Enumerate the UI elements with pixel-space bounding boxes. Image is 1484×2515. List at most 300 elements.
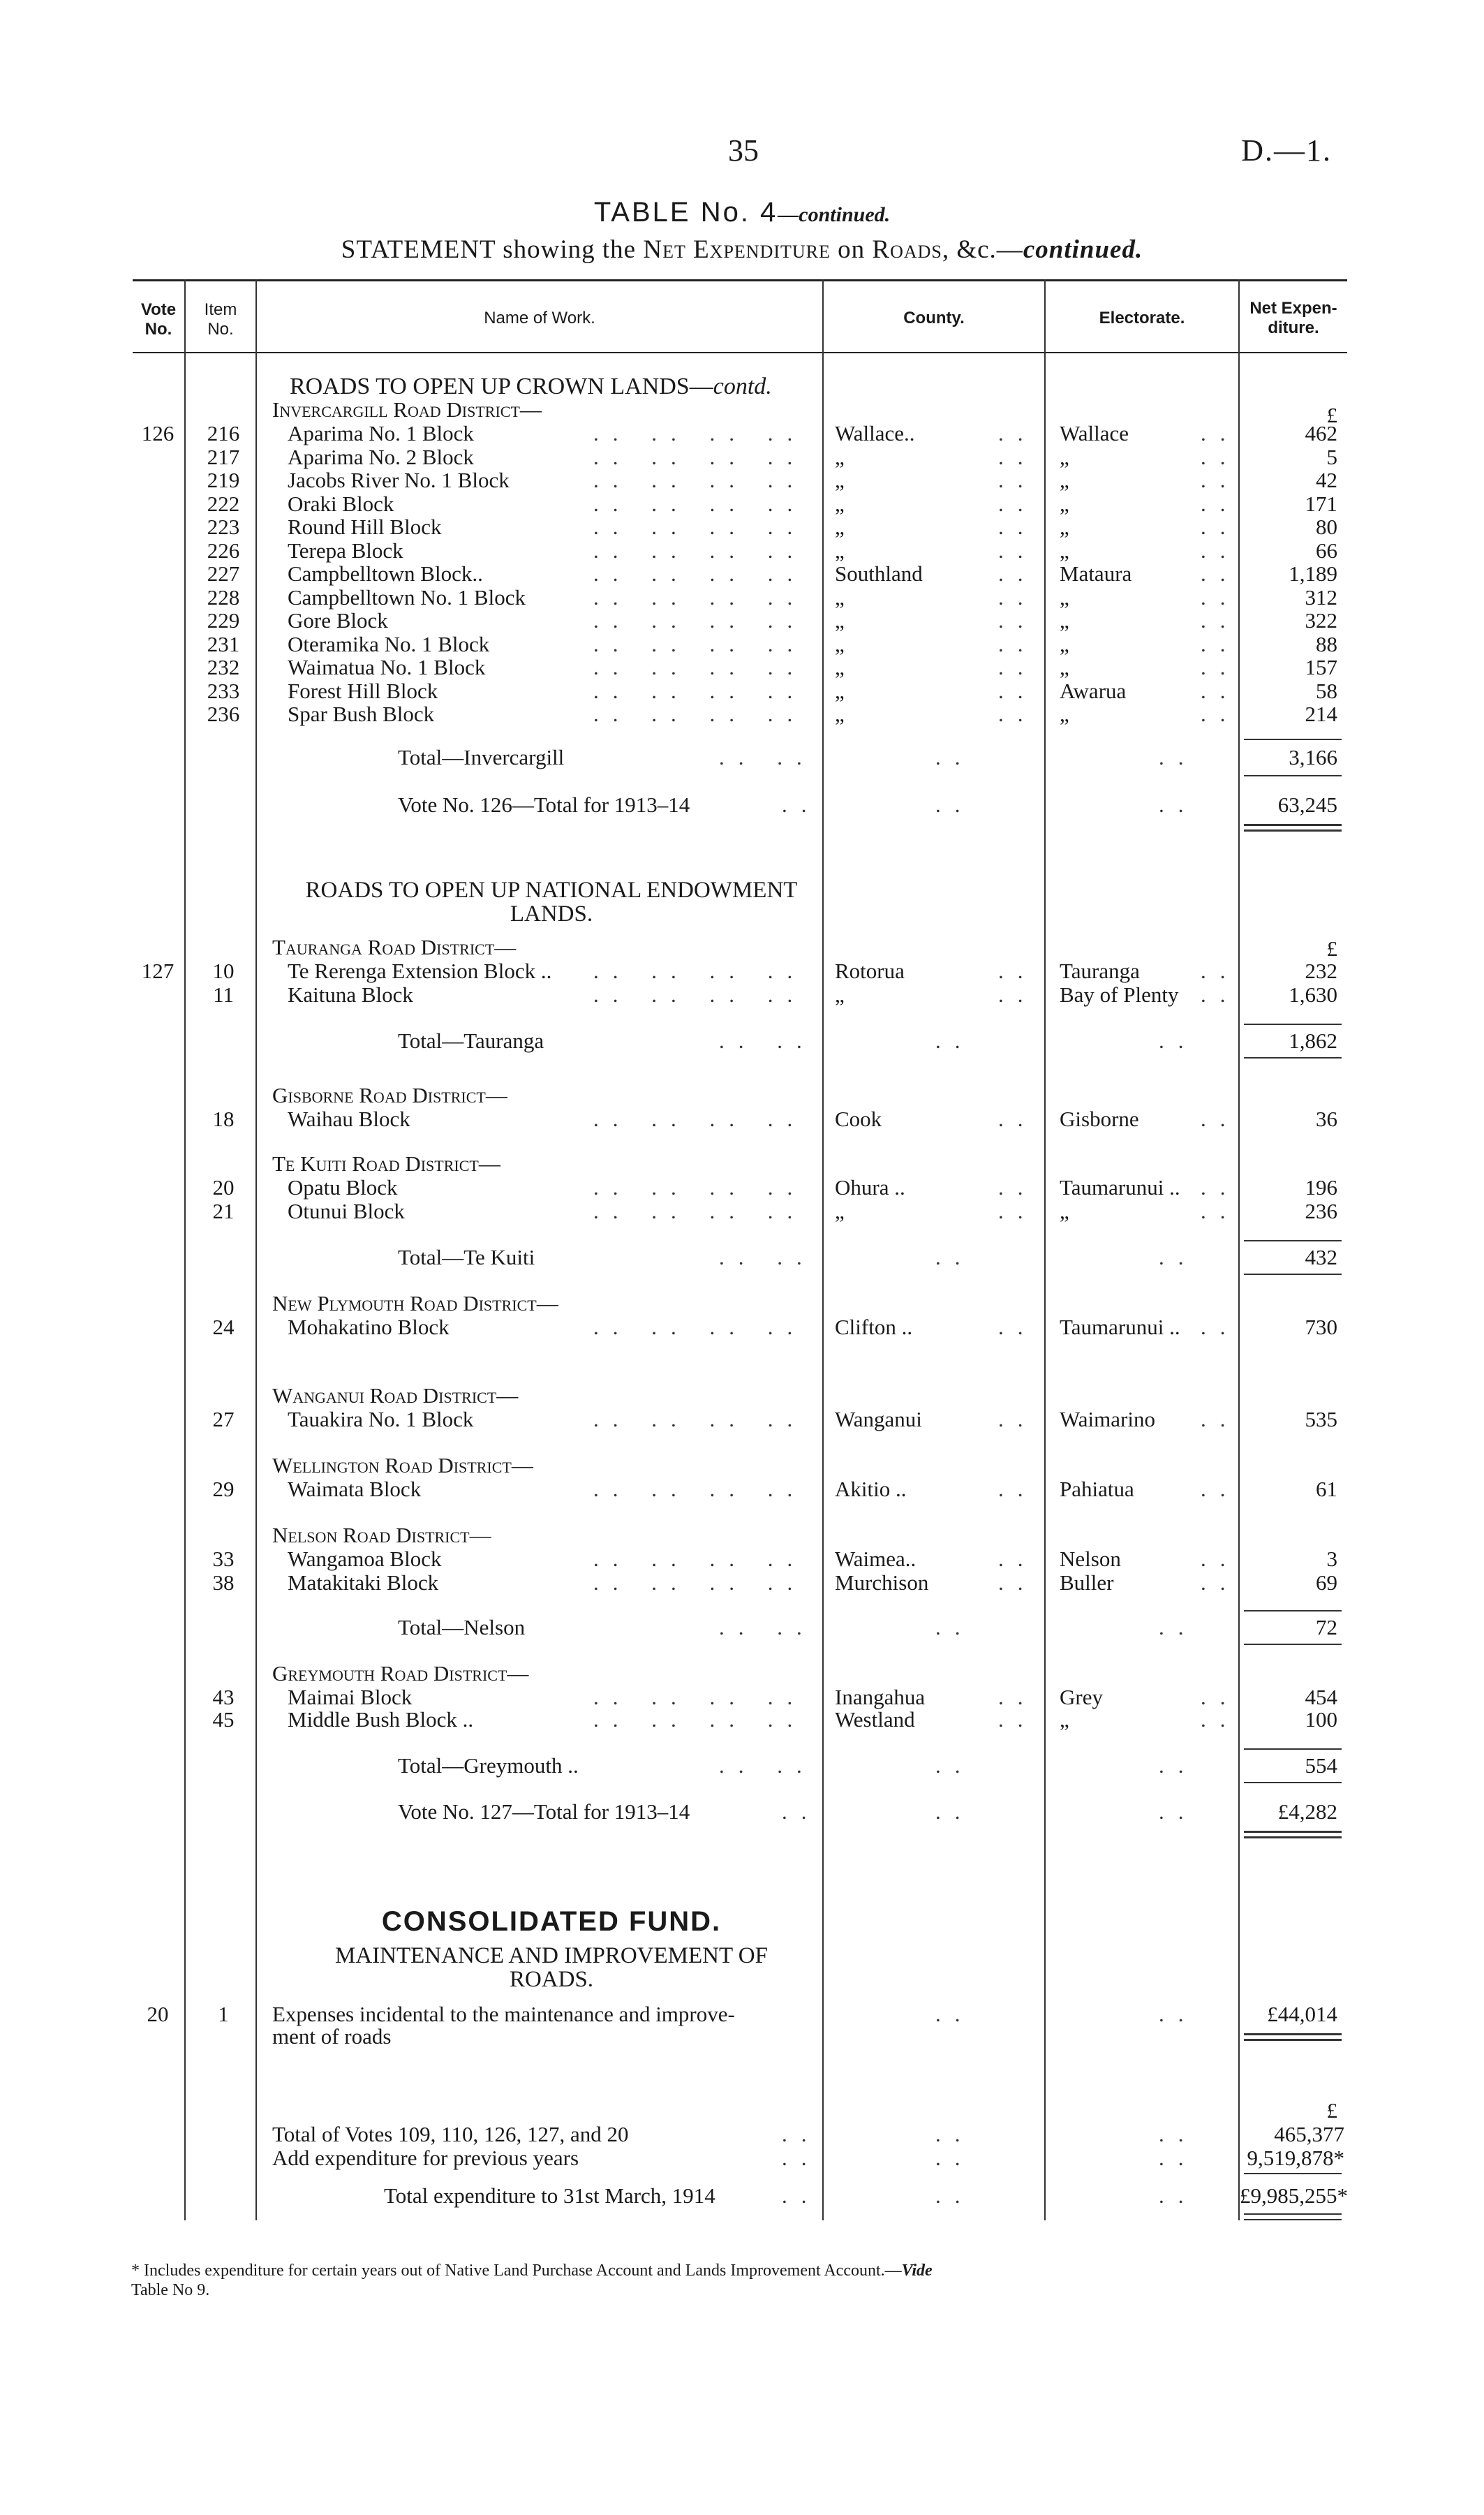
leader-dots: ..: [935, 2146, 974, 2170]
header-name-of-work: Name of Work.: [484, 309, 595, 327]
consolidated-fund-title: CONSOLIDATED FUND.: [381, 1906, 722, 1937]
district-label: Invercargill Road District—: [272, 397, 542, 422]
net-expenditure: 236: [1305, 1199, 1337, 1223]
net-expenditure: 157: [1305, 655, 1337, 679]
total-rule: [1244, 1610, 1342, 1611]
leader-dots: ..: [1201, 444, 1240, 469]
table-row: [133, 1200, 1347, 1223]
leader-dots: .. .. .. ..: [593, 608, 807, 633]
heading-text: LANDS.: [510, 901, 593, 927]
expenditure-table: [133, 279, 1347, 2220]
leader-dots: .. ..: [719, 1615, 816, 1639]
electorate-name: „: [1060, 1199, 1069, 1223]
leader-dots: ..: [782, 2122, 821, 2146]
footnote: [131, 2261, 1353, 2300]
work-name: ment of roads: [272, 2024, 392, 2049]
leader-dots: ..: [1159, 2183, 1198, 2208]
item-number: 222: [207, 491, 240, 516]
total-label: Total—Tauranga: [398, 1028, 544, 1053]
county-name: Cook: [835, 1107, 882, 1131]
net-expenditure: 88: [1316, 631, 1337, 656]
electorate-name: „: [1060, 491, 1069, 516]
subtitle-part: continued.: [1023, 235, 1143, 264]
county-name: „: [835, 1199, 845, 1223]
county-name: „: [835, 678, 845, 703]
district-label: Tauranga Road District—: [272, 935, 517, 959]
leader-dots: .. .. .. ..: [593, 561, 807, 586]
footnote-vide: Vide: [901, 2262, 933, 2280]
leader-dots: ..: [935, 2122, 974, 2146]
table-row: [133, 469, 1347, 492]
leader-dots: .. .. .. ..: [593, 1107, 807, 1131]
header-text: Item: [204, 300, 237, 319]
item-number: 20: [212, 1175, 235, 1200]
item-number: 227: [207, 561, 240, 586]
electorate-name: Bay of Plenty: [1060, 982, 1179, 1007]
work-name: Gore Block: [288, 608, 388, 633]
table-title-continued: —continued.: [778, 203, 891, 226]
leader-dots: ..: [998, 538, 1037, 563]
leader-dots: ..: [998, 608, 1037, 633]
table-row: [133, 562, 1347, 586]
leader-dots: ..: [1201, 1199, 1240, 1223]
leader-dots: ..: [1159, 2122, 1198, 2146]
total-tauranga: [133, 1029, 1347, 1053]
leader-dots: ..: [1201, 982, 1240, 1007]
table-title-main: TABLE No. 4: [593, 197, 778, 228]
subtitle-part: Roads: [872, 235, 942, 264]
total-value: 554: [1305, 1753, 1337, 1778]
leader-dots: ..: [935, 1028, 974, 1053]
header-text: Vote: [140, 300, 177, 319]
item-number: 33: [212, 1547, 235, 1571]
district-gisborne: [133, 1084, 1347, 1107]
district-label: Nelson Road District—: [272, 1523, 491, 1547]
leader-dots: .. .. .. ..: [593, 1707, 807, 1732]
district-wanganui: [133, 1384, 1347, 1408]
header-county: County.: [903, 309, 965, 327]
leader-dots: ..: [1159, 792, 1198, 817]
item-number: 226: [207, 538, 240, 563]
county-name: „: [835, 631, 845, 656]
leader-dots: .. .. .. ..: [593, 421, 807, 445]
item-number: 229: [207, 608, 240, 633]
electorate-name: Awarua: [1060, 678, 1127, 703]
net-expenditure: 196: [1305, 1175, 1337, 1200]
vote-total-label: Vote No. 126—Total for 1913–14: [398, 792, 690, 817]
electorate-name: Tauranga: [1060, 959, 1140, 983]
district-label: New Plymouth Road District—: [272, 1291, 558, 1315]
leader-dots: .. .. .. ..: [593, 655, 807, 679]
district-label: Greymouth Road District—: [272, 1661, 529, 1686]
work-name: Waihau Block: [288, 1107, 410, 1131]
total-label: Total—Invercargill: [398, 745, 565, 769]
subtitle-part: on: [830, 235, 873, 264]
electorate-name: Pahiatua: [1060, 1477, 1134, 1501]
leader-dots: .. ..: [719, 1245, 816, 1269]
leader-dots: .. .. .. ..: [593, 515, 807, 539]
heading-text: ROADS.: [509, 1967, 594, 1992]
table-header-rule: [133, 352, 1347, 353]
table-row: [133, 633, 1347, 656]
vote-127-total: [133, 1800, 1347, 1824]
section-heading-national: [272, 878, 831, 926]
leader-dots: .. .. .. ..: [593, 1547, 807, 1571]
leader-dots: ..: [998, 1407, 1037, 1431]
leader-dots: ..: [935, 792, 974, 817]
leader-dots: ..: [1201, 1685, 1240, 1709]
electorate-name: „: [1060, 468, 1069, 492]
leader-dots: ..: [1201, 584, 1240, 610]
table-row: [133, 679, 1347, 703]
leader-dots: .. .. .. ..: [593, 959, 807, 983]
electorate-name: Nelson: [1060, 1547, 1121, 1571]
table-row: [133, 586, 1347, 610]
net-expenditure: 322: [1305, 608, 1337, 633]
leader-dots: ..: [998, 1315, 1037, 1339]
net-expenditure: 171: [1305, 491, 1337, 516]
table-row: [133, 492, 1347, 516]
leader-dots: ..: [998, 468, 1037, 492]
table-top-rule: [133, 279, 1347, 281]
work-name: Terepa Block: [288, 538, 403, 563]
vote-number: 127: [141, 959, 175, 983]
leader-dots: .. .. .. ..: [593, 1477, 807, 1501]
table-title: [0, 197, 1484, 228]
table-row: [133, 983, 1347, 1007]
leader-dots: ..: [998, 1707, 1037, 1732]
net-expenditure: 100: [1305, 1707, 1337, 1732]
county-name: „: [835, 515, 845, 539]
table-row: [133, 1408, 1347, 1431]
header-text: diture.: [1268, 318, 1319, 337]
subtitle-part: , &c.—: [942, 235, 1023, 264]
heading-text: ROADS TO OPEN UP NATIONAL ENDOWMENT: [305, 878, 798, 903]
leader-dots: ..: [998, 561, 1037, 586]
summary-value: 465,377: [1274, 2122, 1344, 2146]
leader-dots: ..: [935, 1245, 974, 1269]
county-name: „: [835, 444, 845, 469]
leader-dots: .. .. .. ..: [593, 1570, 807, 1595]
item-number: 10: [212, 959, 235, 983]
work-name: Round Hill Block: [288, 515, 442, 539]
leader-dots: ..: [1159, 1799, 1198, 1824]
consolidated-row: [133, 2003, 1347, 2026]
pound-sign: £: [1326, 403, 1337, 427]
leader-dots: ..: [1201, 421, 1240, 445]
county-name: „: [835, 491, 845, 516]
item-number: 21: [212, 1199, 235, 1223]
table-row: [133, 445, 1347, 469]
table-row: [133, 702, 1347, 726]
work-name: Middle Bush Block ..: [288, 1707, 474, 1732]
work-name: Kaituna Block: [288, 982, 413, 1007]
header-electorate: Electorate.: [1099, 309, 1185, 327]
electorate-name: Waimarino: [1060, 1407, 1155, 1431]
leader-dots: .. .. .. ..: [593, 982, 807, 1007]
electorate-name: Taumarunui ..: [1060, 1175, 1180, 1200]
net-expenditure: 69: [1316, 1570, 1337, 1595]
net-expenditure: 42: [1316, 468, 1337, 492]
county-name: „: [835, 584, 845, 610]
item-number: 11: [213, 982, 234, 1007]
leader-dots: ..: [1201, 561, 1240, 586]
item-number: 232: [207, 655, 240, 679]
county-name: Inangahua: [835, 1685, 926, 1709]
net-expenditure: 312: [1305, 584, 1337, 610]
leader-dots: ..: [935, 1615, 974, 1639]
net-expenditure: 3: [1326, 1547, 1337, 1571]
table-row: [133, 1176, 1347, 1200]
double-rule: [1244, 2039, 1342, 2041]
leader-dots: ..: [935, 2183, 974, 2208]
leader-dots: ..: [1201, 1707, 1240, 1732]
total-invercargill: [133, 746, 1347, 769]
total-value: 72: [1316, 1615, 1337, 1639]
vote-total-value: 63,245: [1277, 792, 1337, 817]
leader-dots: .. .. .. ..: [593, 678, 807, 703]
leader-dots: .. .. .. ..: [593, 1315, 807, 1339]
county-name: Rotorua: [835, 959, 905, 983]
net-expenditure: 1,189: [1289, 561, 1337, 586]
total-rule: [1244, 775, 1342, 776]
county-name: Ohura ..: [835, 1175, 905, 1200]
table-row: [133, 1107, 1347, 1131]
leader-dots: .. .. .. ..: [593, 444, 807, 469]
leader-dots: ..: [1201, 608, 1240, 633]
leader-dots: ..: [998, 702, 1037, 726]
electorate-name: Gisborne: [1060, 1107, 1139, 1131]
vote-total-label: Vote No. 127—Total for 1913–14: [398, 1799, 690, 1824]
consolidated-subheading: [272, 1944, 831, 1991]
electorate-name: Buller: [1060, 1570, 1114, 1595]
leader-dots: ..: [1201, 1107, 1240, 1131]
leader-dots: .. .. .. ..: [593, 1175, 807, 1200]
work-name: Waimatua No. 1 Block: [288, 655, 486, 679]
double-rule: [1244, 2033, 1342, 2035]
district-label: Wellington Road District—: [272, 1453, 533, 1477]
district-greymouth: [133, 1662, 1347, 1686]
table-row: [133, 422, 1347, 445]
leader-dots: ..: [782, 2183, 821, 2208]
total-value: 1,862: [1289, 1028, 1337, 1053]
leader-dots: ..: [1201, 959, 1240, 983]
net-expenditure: 1,630: [1289, 982, 1337, 1007]
net-expenditure: 232: [1305, 959, 1337, 983]
item-number: 1: [218, 2002, 229, 2026]
net-expenditure: 462: [1305, 421, 1337, 445]
leader-dots: ..: [782, 792, 821, 817]
total-rule: [1244, 1057, 1342, 1059]
item-number: 45: [212, 1707, 235, 1732]
district-tauranga: [133, 936, 1347, 959]
leader-dots: ..: [998, 1199, 1037, 1223]
work-name: Spar Bush Block: [288, 702, 435, 726]
leader-dots: .. .. .. ..: [593, 1407, 807, 1431]
electorate-name: Grey: [1060, 1685, 1103, 1709]
electorate-name: Taumarunui ..: [1060, 1315, 1180, 1339]
summary-label: Total of Votes 109, 110, 126, 127, and 20: [272, 2122, 629, 2146]
work-name: Wangamoa Block: [288, 1547, 442, 1571]
table-row: [133, 1686, 1347, 1709]
county-name: „: [835, 608, 845, 633]
total-rule: [1244, 739, 1342, 740]
electorate-name: „: [1060, 444, 1069, 469]
double-rule: [1244, 829, 1342, 832]
table-subtitle: [0, 235, 1484, 265]
summary-label: Total expenditure to 31st March, 1914: [384, 2183, 715, 2208]
leader-dots: ..: [1201, 1407, 1240, 1431]
district-label: Wanganui Road District—: [272, 1383, 519, 1408]
work-name: Maimai Block: [288, 1685, 413, 1709]
work-name: Campbelltown Block..: [288, 561, 483, 586]
work-name: Oteramika No. 1 Block: [288, 631, 490, 656]
total-value: 3,166: [1289, 745, 1337, 769]
summary-rule: [1244, 2213, 1342, 2215]
county-name: Southland: [835, 561, 923, 586]
electorate-name: „: [1060, 702, 1069, 726]
leader-dots: ..: [1201, 655, 1240, 679]
electorate-name: „: [1060, 631, 1069, 656]
leader-dots: ..: [998, 959, 1037, 983]
leader-dots: .. ..: [719, 1753, 816, 1778]
heading-contd: contd.: [713, 374, 772, 399]
total-label: Total—Nelson: [398, 1615, 526, 1639]
table-row: [133, 539, 1347, 563]
table-row: [133, 1547, 1347, 1571]
total-te-kuiti: [133, 1246, 1347, 1269]
leader-dots: ..: [1159, 1028, 1198, 1053]
summary-value: 9,519,878*: [1247, 2146, 1344, 2170]
summary-total-votes: [133, 2123, 1347, 2146]
subtitle-part: Net Expenditure: [643, 235, 831, 264]
total-rule: [1244, 1274, 1342, 1275]
electorate-name: „: [1060, 1707, 1069, 1732]
summary-pound-row: [133, 2099, 1347, 2123]
table-row: [133, 1315, 1347, 1339]
leader-dots: ..: [1201, 678, 1240, 703]
leader-dots: ..: [1201, 1315, 1240, 1339]
pound-sign: £: [1326, 936, 1337, 961]
work-name: Mohakatino Block: [288, 1315, 450, 1339]
county-name: Wallace..: [835, 421, 915, 445]
work-name: Opatu Block: [288, 1175, 398, 1200]
section-heading-crown-lands: [133, 375, 1347, 399]
leader-dots: ..: [998, 584, 1037, 610]
total-rule: [1244, 1240, 1342, 1241]
crown-heading: [290, 375, 772, 399]
county-name: Murchison: [835, 1570, 929, 1595]
leader-dots: ..: [935, 1799, 974, 1824]
table-row: [133, 1708, 1347, 1732]
work-name: Aparima No. 2 Block: [288, 444, 474, 469]
table-row: [133, 609, 1347, 633]
leader-dots: ..: [998, 678, 1037, 703]
electorate-name: Mataura: [1060, 561, 1132, 586]
leader-dots: ..: [998, 655, 1037, 679]
leader-dots: ..: [998, 1570, 1037, 1595]
leader-dots: .. .. .. ..: [593, 468, 807, 492]
district-wellington: [133, 1454, 1347, 1477]
leader-dots: ..: [998, 1547, 1037, 1571]
leader-dots: ..: [1201, 491, 1240, 516]
district-new-plymouth: [133, 1292, 1347, 1315]
work-name: Forest Hill Block: [288, 678, 438, 703]
summary-grand-total: [133, 2184, 1347, 2208]
leader-dots: ..: [998, 491, 1037, 516]
leader-dots: .. .. .. ..: [593, 1199, 807, 1223]
item-number: 27: [212, 1407, 235, 1431]
leader-dots: .. ..: [719, 745, 816, 769]
pound-sign: £: [1326, 2098, 1337, 2123]
work-name: Oraki Block: [288, 491, 394, 516]
leader-dots: ..: [1201, 702, 1240, 726]
district-nelson: [133, 1524, 1347, 1547]
net-expenditure: 730: [1305, 1315, 1337, 1339]
summary-rule: [1244, 2219, 1342, 2220]
leader-dots: ..: [1159, 2146, 1198, 2170]
header-vote-no: [133, 300, 184, 339]
consolidated-row-cont: [133, 2025, 1347, 2049]
total-value: 432: [1305, 1245, 1337, 1269]
footnote-text: * Includes expenditure for certain years out of Native Land Purchase Account and Lands Improvement Account.—: [131, 2262, 902, 2280]
leader-dots: ..: [1159, 745, 1198, 769]
summary-rule: [1244, 2173, 1342, 2174]
vote-total-value: £4,282: [1277, 1799, 1337, 1824]
county-name: „: [835, 468, 845, 492]
table-row: [133, 656, 1347, 679]
leader-dots: ..: [935, 2002, 974, 2026]
item-number: 38: [212, 1570, 235, 1595]
table-row: [133, 1571, 1347, 1595]
leader-dots: .. .. .. ..: [593, 702, 807, 726]
header-text: No.: [207, 320, 234, 339]
work-name: Aparima No. 1 Block: [288, 421, 474, 445]
county-name: Clifton ..: [835, 1315, 913, 1339]
electorate-name: „: [1060, 655, 1069, 679]
leader-dots: .. .. .. ..: [593, 491, 807, 516]
item-number: 233: [207, 678, 240, 703]
leader-dots: ..: [1159, 1245, 1198, 1269]
work-name: Otunui Block: [288, 1199, 405, 1223]
leader-dots: ..: [998, 1685, 1037, 1709]
leader-dots: .. .. .. ..: [593, 631, 807, 656]
double-rule: [1244, 1831, 1342, 1833]
item-number: 228: [207, 584, 240, 610]
county-name: Westland: [835, 1707, 915, 1732]
header-item-no: [186, 300, 255, 339]
net-expenditure: 80: [1316, 515, 1337, 539]
county-name: Waimea..: [835, 1547, 917, 1571]
heading-text: ROADS TO OPEN UP CROWN LANDS—: [290, 374, 713, 399]
electorate-name: „: [1060, 584, 1069, 610]
leader-dots: .. .. .. ..: [593, 1685, 807, 1709]
item-number: 43: [212, 1685, 235, 1709]
item-number: 223: [207, 515, 240, 539]
total-nelson: [133, 1616, 1347, 1639]
leader-dots: ..: [998, 1175, 1037, 1200]
work-name: Tauakira No. 1 Block: [288, 1407, 474, 1431]
item-number: 216: [207, 421, 240, 445]
leader-dots: ..: [1201, 515, 1240, 539]
leader-dots: ..: [935, 1753, 974, 1778]
header-net-expenditure: [1240, 299, 1347, 338]
district-te-kuiti: [133, 1152, 1347, 1176]
county-name: Akitio ..: [835, 1477, 907, 1501]
total-rule: [1244, 1644, 1342, 1645]
leader-dots: ..: [1159, 1753, 1198, 1778]
leader-dots: ..: [1201, 538, 1240, 563]
